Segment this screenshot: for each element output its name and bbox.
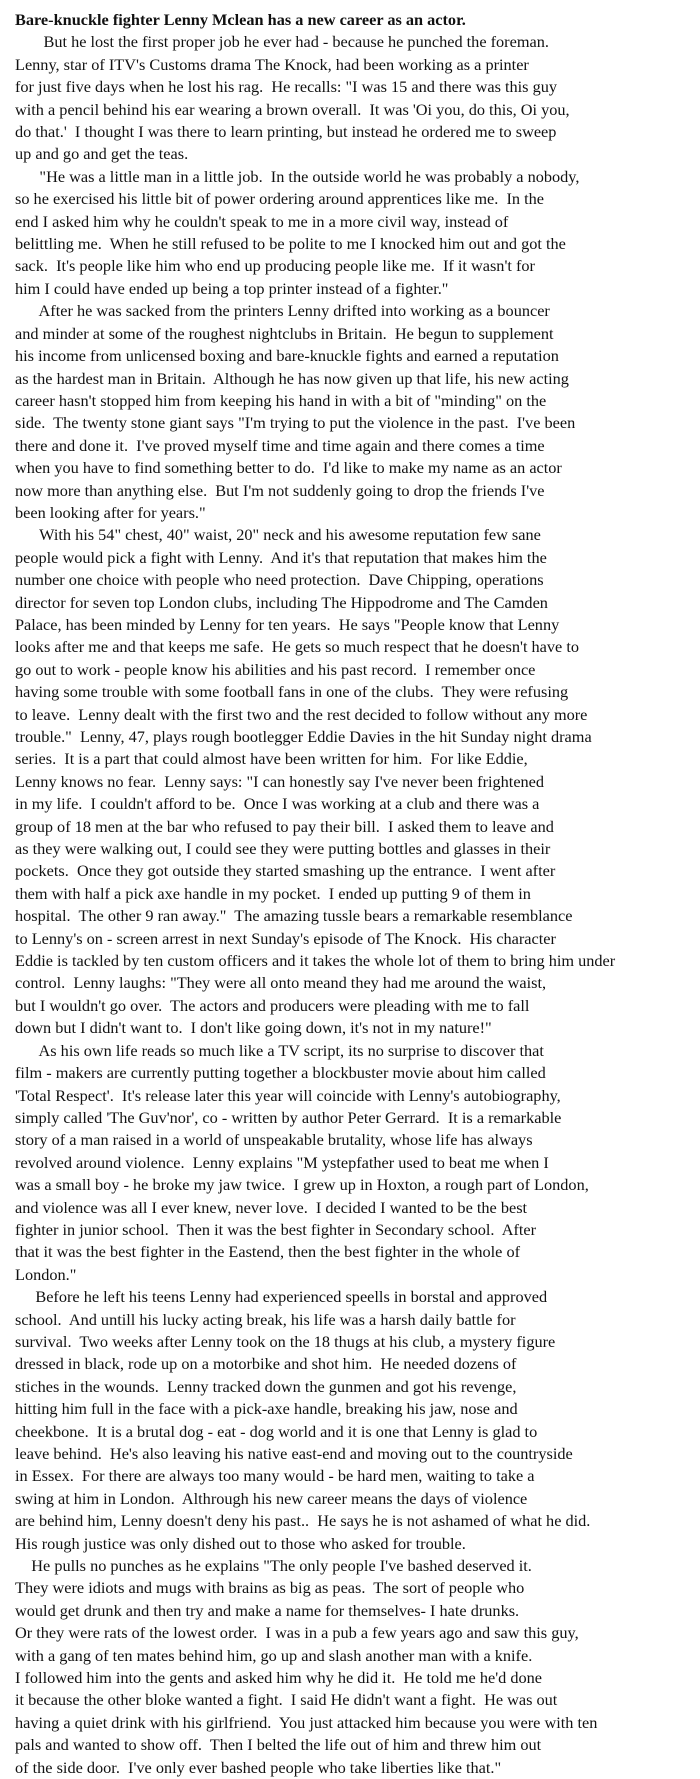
text-line: down but I didn't want to. I don't like going down, it's not in my nature!": [15, 1018, 492, 1038]
text-line: number one choice with people who need protection. Dave Chipping, operations: [15, 570, 544, 590]
text-line: to leave. Lenny dealt with the first two and the rest decided to follow without any more: [15, 704, 588, 724]
text-line: his income from unlicensed boxing and bare-knuckle fights and earned a reputation: [15, 346, 559, 366]
text-line: cheekbone. It is a brutal dog - eat - dog world and it is one that Lenny is glad to: [15, 1421, 538, 1441]
text-line: with a pencil behind his ear wearing a brown overall. It was 'Oi you, do this, Oi you,: [15, 99, 570, 119]
text-line: people would pick a fight with Lenny. And it's that reputation that makes him the: [15, 547, 547, 567]
text-line: They were idiots and mugs with brains as big as peas. The sort of people who: [15, 1578, 525, 1598]
text-line: end I asked him why he couldn't speak to me in a more civil way, instead of: [15, 211, 509, 231]
text-line: in Essex. For there are always too many would - be hard men, waiting to take a: [15, 1466, 535, 1486]
text-line: when you have to find something better to do. I'd like to make my name as an actor: [15, 458, 562, 478]
text-line: He pulls no punches as he explains "The only people I've bashed deserved it.: [15, 1556, 532, 1576]
article-paragraph: [15, 1555, 690, 1779]
text-line: that it was the best fighter in the Eastend, then the best fighter in the whole of: [15, 1242, 521, 1262]
text-line: London.": [15, 1264, 77, 1284]
text-line: and violence was all I ever knew, never love. I decided I wanted to be the best: [15, 1197, 528, 1217]
text-line: him I could have ended up being a top printer instead of a fighter.": [15, 278, 449, 298]
text-line: now more than anything else. But I'm not suddenly going to drop the friends I've: [15, 480, 545, 500]
text-line: director for seven top London clubs, including The Hippodrome and The Camden: [15, 592, 548, 612]
text-line: do that.' I thought I was there to learn printing, but instead he ordered me to sweep: [15, 122, 557, 142]
text-line: so he exercised his little bit of power ordering around apprentices like me. In the: [15, 189, 544, 209]
text-line: pockets. Once they got outside they started smashing up the entrance. I went after: [15, 861, 556, 881]
text-line: 'Total Respect'. It's release later this year will coincide with Lenny's autobiography,: [15, 1085, 561, 1105]
text-line: as they were walking out, I could see they were putting bottles and glasses in their: [15, 839, 551, 859]
text-line: was a small boy - he broke my jaw twice. I grew up in Hoxton, a rough part of London,: [15, 1175, 589, 1195]
text-line: it because the other bloke wanted a fight. I said He didn't want a fight. He was out: [15, 1690, 558, 1710]
text-line: revolved around violence. Lenny explains "M ystepfather used to beat me when I: [15, 1152, 549, 1172]
text-line: control. Lenny laughs: "They were all onto meand they had me around the waist,: [15, 973, 547, 993]
article-paragraph: [15, 1040, 690, 1286]
text-line: having a quiet drink with his girlfriend. You just attacked him because you were with ten: [15, 1712, 598, 1732]
article-paragraph: [15, 1286, 690, 1555]
text-line: would get drunk and then try and make a name for themselves- I hate drunks.: [15, 1600, 520, 1620]
text-line: and minder at some of the roughest nightclubs in Britain. He begun to supplement: [15, 323, 554, 343]
text-line: as the hardest man in Britain. Although he has now given up that life, his new acting: [15, 368, 569, 388]
text-line: hitting him full in the face with a pick-axe handle, breaking his jaw, nose and: [15, 1399, 518, 1419]
text-line: swing at him in London. Althrough his new career means the days of violence: [15, 1488, 528, 1508]
text-line: sack. It's people like him who end up producing people like me. If it wasn't for: [15, 256, 535, 276]
article-paragraph: [15, 300, 690, 524]
text-line: series. It is a part that could almost have been written for him. For like Eddie,: [15, 749, 528, 769]
text-line: trouble." Lenny, 47, plays rough bootlegger Eddie Davies in the hit Sunday night drama: [15, 727, 592, 746]
text-line: Eddie is tackled by ten custom officers and it takes the whole lot of them to bring him under: [15, 951, 616, 971]
article-title: Bare-knuckle fighter Lenny Mclean has a new career as an actor.: [15, 10, 466, 29]
text-line: I followed him into the gents and asked him why he did it. He told me he'd done: [15, 1668, 543, 1688]
text-line: with a gang of ten mates behind him, go up and slash another man with a knife.: [15, 1645, 533, 1665]
text-line: hospital. The other 9 ran away." The amazing tussle bears a remarkable resemblance: [15, 906, 573, 926]
text-line: go out to work - people know his abilities and his past record. I remember once: [15, 659, 536, 679]
article-body: [15, 31, 690, 1779]
text-line: Before he left his teens Lenny had experienced speells in borstal and approved: [15, 1287, 548, 1307]
article-paragraph: [15, 31, 690, 165]
text-line: His rough justice was only dished out to those who asked for trouble.: [15, 1533, 466, 1553]
text-line: survival. Two weeks after Lenny took on the 18 thugs at his club, a mystery figure: [15, 1331, 556, 1351]
text-line: but I wouldn't go over. The actors and producers were pleading with me to fall: [15, 995, 530, 1015]
text-line: been looking after for years.": [15, 502, 206, 522]
text-line: there and done it. I've proved myself time and time again and there comes a time: [15, 435, 545, 455]
text-line: side. The twenty stone giant says "I'm trying to put the violence in the past. I've been: [15, 413, 576, 433]
text-line: After he was sacked from the printers Lenny drifted into working as a bouncer: [15, 301, 550, 321]
text-line: Palace, has been minded by Lenny for ten years. He says "People know that Lenny: [15, 614, 560, 634]
text-line: them with half a pick axe handle in my pocket. I ended up putting 9 of them in: [15, 883, 531, 903]
text-line: to Lenny's on - screen arrest in next Sunday's episode of The Knock. His character: [15, 928, 556, 948]
text-line: belittling me. When he still refused to be polite to me I knocked him out and got the: [15, 234, 566, 254]
text-line: Lenny knows no fear. Lenny says: "I can honestly say I've never been frightened: [15, 771, 545, 791]
text-line: having some trouble with some football fans in one of the clubs. They were refusing: [15, 682, 569, 702]
text-line: in my life. I couldn't afford to be. Once I was working at a club and there was a: [15, 794, 540, 814]
text-line: group of 18 men at the bar who refused to pay their bill. I asked them to leave and: [15, 816, 554, 836]
text-line: fighter in junior school. Then it was the best fighter in Secondary school. After: [15, 1219, 537, 1239]
text-line: are behind him, Lenny doesn't deny his past.. He says he is not ashamed of what he did.: [15, 1511, 591, 1531]
article-paragraph: [15, 166, 690, 300]
text-line: "He was a little man in a little job. In the outside world he was probably a nobody,: [15, 166, 580, 186]
text-line: Or they were rats of the lowest order. I was in a pub a few years ago and saw this guy,: [15, 1623, 579, 1643]
text-line: But he lost the first proper job he ever had - because he punched the foreman.: [15, 32, 549, 52]
text-line: With his 54" chest, 40" waist, 20" neck and his awesome reputation few sane: [15, 525, 541, 545]
text-line: As his own life reads so much like a TV script, its no surprise to discover that: [15, 1040, 544, 1060]
article-paragraph: [15, 524, 690, 1039]
text-line: for just five days when he lost his rag. He recalls: "I was 15 and there was this guy: [15, 77, 557, 97]
text-line: of the side door. I've only ever bashed people who take liberties like that.": [15, 1757, 502, 1777]
text-line: looks after me and that keeps me safe. He gets so much respect that he doesn't have to: [15, 637, 580, 657]
text-line: leave behind. He's also leaving his native east-end and moving out to the countryside: [15, 1444, 573, 1463]
text-line: story of a man raised in a world of unspeakable brutality, whose life has always: [15, 1130, 533, 1150]
text-line: simply called 'The Guv'nor', co - written by author Peter Gerrard. It is a remarkable: [15, 1107, 562, 1127]
text-line: pals and wanted to show off. Then I belted the life out of him and threw him out: [15, 1735, 542, 1755]
text-line: dressed in black, rode up on a motorbike and shot him. He needed dozens of: [15, 1354, 517, 1374]
text-line: stiches in the wounds. Lenny tracked down the gunmen and got his revenge,: [15, 1376, 517, 1396]
text-line: school. And untill his lucky acting break, his life was a harsh daily battle for: [15, 1309, 516, 1329]
text-line: career hasn't stopped him from keeping his hand in with a bit of "minding" on the: [15, 390, 547, 410]
text-line: film - makers are currently putting together a blockbuster movie about him called: [15, 1063, 546, 1083]
text-line: up and go and get the teas.: [15, 144, 189, 164]
text-line: Lenny, star of ITV's Customs drama The Knock, had been working as a printer: [15, 54, 529, 74]
